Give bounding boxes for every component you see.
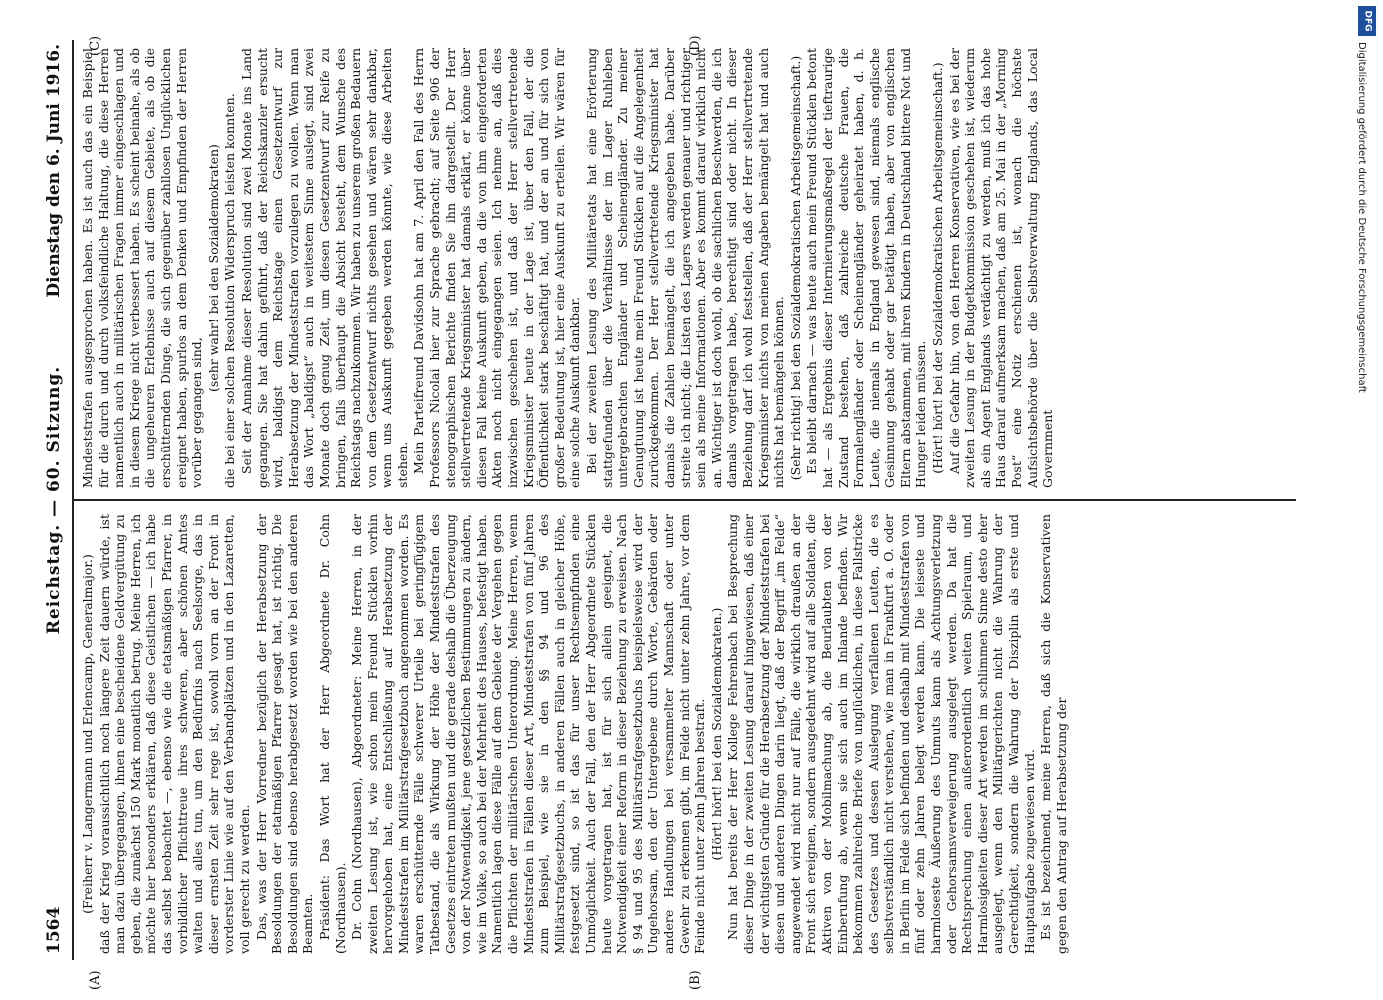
paragraph: Mindeststrafen ausgesprochen haben. Es ist auch das ein Beispiel für die durch und durch volksfeindliche Haltung, die diese Herren namentlich auch in militärischen Fragen immer eingeschlagen und in diesem Kriege nicht verbessert haben. Es scheint beinahe, als ob die ungeheuren Erlebnisse auch auf diesem Gebiete, als ob die erschütternden Dinge, die sich gegenüber zahllosen Unglücklichen ereignet haben, spurlos an dem Denken und Empfinden der Herren vorüber gegangen sind, — [80, 48, 205, 488]
interjection: (Hört! hört! bei den Sozialdemokraten.) — [708, 607, 724, 861]
digitization-credit: Digitalisierung gefördert durch die Deutsche Forschungsgemeinschaft — [1356, 42, 1367, 393]
interjection: (Sehr richtig! bei den Sozialdemokratischen Arbeitsgemeinschaft.) — [787, 55, 803, 481]
left-column — [80, 514, 1296, 954]
session-title: Reichstag. — 60. Sitzung. — [44, 365, 64, 635]
interjection: (sehr wahr! bei den Sozialdemokraten) — [205, 144, 221, 392]
interjection: (Hört! hört! bei der Sozialdemokratischen Arbeitsgemeinschaft.) — [930, 62, 946, 474]
paragraph: Auf die Gefahr hin, von den Herren Konservativen, wie es bei der zweiten Lesung in der Budgetkommission geschehen ist, wiederum als ein Agent Englands verdächtigt zu werden, muß ich das hohe Haus darauf aufmerksam machen, daß am 25. Mai in der „Morning Post“ eine Notiz erschienen ist, wonach die höchste Aufsichtsbehörde über die Selbstverwaltung Englands, das Local Government — [946, 48, 1056, 488]
margin-mark-b: (B) — [688, 970, 703, 990]
dfg-logo — [1358, 6, 1376, 36]
dfg-logo-text: DFG — [1362, 10, 1373, 32]
right-column — [80, 48, 1296, 488]
rotated-page — [38, 35, 1318, 990]
margin-mark-d: (D) — [688, 35, 703, 56]
paragraph: Es bleibt darnach — was heute auch mein Freund Stücklen betont hat — als Ergebnis dieser Internierungsmaßregel der tieftraurige Zustand bestehen, daß zahlreiche deutsche Frauen, die Formalengländer oder Scheinengländer geheiratet haben, d. h. Leute, die niemals in England gewesen sind, niemals englische Gesinnung gehabt oder gar betätigt haben, aber von englischen Eltern abstammen, mit ihren Kindern in Deutschland bittere Not und Hunger leiden müssen. — [804, 48, 929, 488]
paragraph: Nun hat bereits der Herr Kollege Fehrenbach bei Besprechung dieser Dinge in der zweiten Lesung darauf hingewiesen, daß einer der wichtigsten Gründe für die Herabsetzung der Mindeststrafen bei diesen und anderen Dingen darin liegt, daß der Begriff „im Felde“ angewendet wird nicht nur auf Fälle, die wirklich draußen an der Front sich ereignen, sondern ausgedehnt wird auf alle Soldaten, die Aktiven von der Mobilmachung ab, die Beurlaubten von der Einberufung ab, wenn sie sich auch im Inlande befinden. Wir bekommen zahlreiche Briefe von unglücklichen, in diese Fallstricke des Gesetzes und dessen Auslegung verfallenen Leuten, die es selbstverständlich nicht verstehen, wie man in Frankfurt a. O. oder in Berlin im Felde sich befinden und deshalb mit Mindeststrafen von fünf oder zehn Jahren belegt werden kann. Die leiseste und harmloseste Äußerung des Unmuts kann als Achtungsverletzung oder Gehorsamsverweigerung ausgelegt werden. Da hat die Rechtsprechung einen außerordentlich weiten Spielraum, und Harmlosigkeiten dieser Art werden im schlimmen Sinne desto eher ausgelegt, wenn den Militärgerichten nicht die Wahrung der Gerechtigkeit, sondern die Wahrung der Disziplin als erste und Hauptaufgabe zugewiesen wird. — [725, 514, 1037, 954]
paragraph: Es ist bezeichnend, meine Herren, daß sich die Konservativen gegen den Antrag auf Herabsetzung der — [1038, 514, 1069, 954]
page-number: 1564 — [44, 906, 64, 954]
page-header — [44, 40, 70, 960]
column-divider — [74, 499, 1296, 501]
paragraph: Bei der zweiten Lesung des Militäretats hat eine Erörterung stattgefunden über die Verhältnisse der im Lager Ruhleben untergebrachten Engländer und Scheinengländer. Zu meiner Genugtuung ist heute mein Freund Stücklen auf die Angelegenheit zurückgekommen. Der Herr stellvertretende Kriegsminister hat damals die Zahlen bemängelt, die ich angegeben habe. Darüber streite ich nicht; die Listen des Lagers werden genauer und richtiger sein als meine Informationen. Aber es kommt darauf wirklich nicht an. Wichtiger ist doch wohl, ob die sachlichen Beschwerden, die ich damals vorgetragen habe, berechtigt sind oder nicht. In dieser Beziehung darf ich wohl feststellen, daß der Herr stellvertretende Kriegsminister nichts von meinen Angaben bemängelt hat und auch nichts hat bemängeln können. — [584, 48, 787, 488]
margin-mark-c: (C) — [88, 35, 103, 56]
speaker-note: (Freiherr v. Langermann und Erlencamp, Generalmajor.) — [80, 554, 95, 914]
paragraph: Seit der Annahme dieser Resolution sind zwei Monate ins Land gegangen. Sie hat dahin geführt, daß der Reichskanzler ersucht wird, baldigst dem Reichstage einen Gesetzentwurf zur Herabsetzung der Mindeststrafen vorzulegen zu wollen. Wenn man das Wort „baldigst“ auch in weitestem Sinne auslegt, sind zwei Monate doch genug Zeit, um diesen Gesetzentwurf zur Reife zu bringen, falls überhaupt die Absicht besteht, dem Wunsche des Reichstags nachzukommen. Wir haben zu unserem großen Bedauern von dem Gesetzentwurf nichts gesehen und wären sehr dankbar, wenn uns Auskunft gegeben werden könnte, wie diese Arbeiten stehen. — [238, 48, 410, 488]
session-date: Dienstag den 6. Juni 1916. — [44, 44, 64, 298]
paragraph: die bei einer solchen Resolution Widerspruch leisten konnten. — [222, 93, 238, 488]
paragraph: Das, was der Herr Vorredner bezüglich der Herabsetzung der Besoldungen der etatmäßigen Pfarrer gesagt hat, ist richtig. Die Besoldungen sind ebenso herabgesetzt worden wie bei den anderen Beamten. — [253, 514, 316, 954]
paragraph: Mein Parteifreund Davidsohn hat am 7. April den Fall des Herrn Professors Nicolai hier zur Sprache gebracht; auf Seite 906 der stenographischen Berichte finden Sie ihn dargestellt. Der Herr stellvertretende Kriegsminister hat damals erklärt, er könne über diesen Fall keine Auskunft geben, da die von ihm eingeforderten Akten noch nicht eingegangen seien. Ich nehme an, daß dies inzwischen geschehen ist, und daß der Herr stellvertretende Kriegsminister heute in der Lage ist, über den Fall, der die Öffentlichkeit stark beschäftigt hat, und der an und für sich von großer Bedeutung ist, hier eine Auskunft zu erteilen. Wir wären für eine solche Auskunft dankbar. — [411, 48, 583, 488]
paragraph: Dr. Cohn (Nordhausen), Abgeordneter: Meine Herren, in der zweiten Lesung ist, wie schon mein Freund Stücklen vorhin hervorgehoben hat, eine Entschließung auf Herabsetzung der Mindeststrafen im Militärstrafgesetzbuch angenommen worden. Es waren erschütternde Fälle schwerer Urteile bei geringfügigem Tatbestand, die als Wirkung der Höhe der Mindeststrafen des Gesetzes eintreten mußten und die gerade deshalb die Überzeugung von der Notwendigkeit, jene gesetzlichen Bestimmungen zu ändern, wie im Volke, so auch bei der Mehrheit des Hauses, befestigt haben. Namentlich lagen diese Fälle auf dem Gebiete der Vergehen gegen die Pflichten der militärischen Unterordnung. Meine Herren, wenn Mindeststrafen in Fällen dieser Art, Mindeststrafen von fünf Jahren zum Beispiel, wie sie in den §§ 94 und 96 des Militärstrafgesetzbuchs, in anderen Fällen auch in gleicher Höhe, festgesetzt sind, so ist das für unser Rechtsempfinden eine Unmöglichkeit. Auch der Fall, den der Herr Abgeordnete Stücklen heute vorgetragen hat, ist für sich allein geeignet, die Notwendigkeit einer Reform in dieser Beziehung zu erweisen. Nach § 94 und 95 des Militärstrafgesetzbuchs beispielsweise wird der Ungehorsam, den der Untergebene durch Worte, Gebärden oder andere Handlungen bei versammelter Mannschaft oder unter Gewehr zu erkennen gibt, im Felde nicht unter zehn Jahre, vor dem Feinde nicht unter zehn Jahren bestraft. — [349, 514, 708, 954]
margin-mark-a: (A) — [88, 970, 103, 990]
paragraph: daß der Krieg voraussichtlich noch längere Zeit dauern würde, ist man dazu übergegangen, ihnen eine bescheidene Geldvergütung zu geben, die zunächst 150 Mark monatlich betrug. Meine Herren, ich möchte hier besonders erklären, daß diese Geistlichen — ich habe das selbst beobachtet —, ebenso wie die etatsmäßigen Pfarrer, in vorbildlicher Pflichttreue ihres schweren, aber schönen Amtes walten und alles tun, um den Bedürfnis nach Seelsorge, das in dieser ernsten Zeit sehr rege ist, sowohl vorn an der Front in vorderster Linie wie auf den Verbandplätzen und in den Lazaretten, voll gerecht zu werden. — [96, 514, 252, 954]
paragraph: Präsident: Das Wort hat der Herr Abgeordnete Dr. Cohn (Nordhausen). — [316, 514, 348, 954]
